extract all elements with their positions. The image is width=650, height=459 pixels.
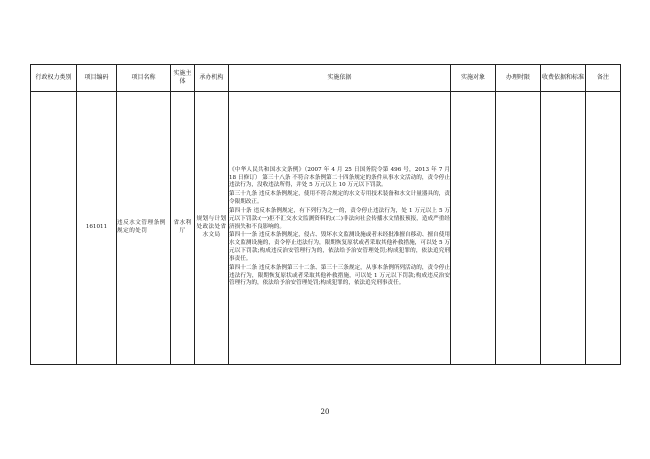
cell-subject: 省水利厅: [171, 92, 195, 365]
header-category: 行政权力类别: [31, 65, 77, 92]
cell-code: 161011: [77, 92, 117, 365]
cell-target: [451, 92, 496, 365]
cell-deadline: [496, 92, 541, 365]
cell-fee: [541, 92, 586, 365]
header-fee: 收费依据和标准: [541, 65, 586, 92]
cell-org: 规划与计划处政法处省水文局: [195, 92, 229, 365]
basis-article-42: 第四十二条 违反本条例第三十二条、第三十三条规定，从事本条例所列活动的，责令停止违法行为，限期恢复原状或者采取其他补救措施，可以处 1 万元以下罚款;构成违反治安管理行为的，依法给予治安管理处罚;构成犯罪的，依法追究刑事责任。: [229, 264, 450, 287]
table-row: [31, 92, 621, 365]
header-deadline: 办理时限: [496, 65, 541, 92]
cell-basis: [229, 92, 451, 365]
basis-article-40: 第四十条 违反本条例规定，有下列行为之一的，责令停止违法行为，处 1 万元以上 5 万元以下罚款:(一)拒不汇交水文监测资料的;(二)非法向社会传播水文情报预报，造成严重经济损失和不良影响的。: [229, 207, 450, 230]
cell-category: [31, 92, 77, 365]
cell-name: 违反水文管理条例规定的处罚: [117, 92, 171, 365]
header-org: 承办机构: [195, 65, 229, 92]
page-number: 20: [320, 408, 330, 416]
header-target: 实施对象: [451, 65, 496, 92]
header-code: 项目编码: [77, 65, 117, 92]
basis-article-39: 第三十九条 违反本条例规定，使用不符合规定的水文专用技术装备和水文计量器具的，责令限期改正。: [229, 191, 450, 206]
header-remark: 备注: [586, 65, 621, 92]
header-name: 项目名称: [117, 65, 171, 92]
header-subject: 实施主体: [171, 65, 195, 92]
header-row: [31, 65, 621, 92]
power-list-table: [30, 64, 621, 365]
header-basis: 实施依据: [229, 65, 451, 92]
basis-article-41: 第四十一条 违反本条例规定，侵占、毁坏水文监测设施或者未经批准擅自移动、擅自使用水文监测设施的，责令停止违法行为，限期恢复原状或者采取其他补救措施，可以处 5 万元以下罚款;构成违反治安管理行为的，依法给予治安管理处罚;构成犯罪的，依法追究刑事责任。: [229, 232, 450, 262]
cell-remark: [586, 92, 621, 365]
basis-article-38: 《中华人民共和国水文条例》（2007 年 4 月 25 日国务院令第 496 号，2013 年 7 月 18 日修订） 第三十八条 不符合本条例第二十四条规定的条件从事水文活动的，责令停止违法行为，没收违法所得，并处 5 万元以上 10 万元以下罚款。: [229, 166, 450, 189]
